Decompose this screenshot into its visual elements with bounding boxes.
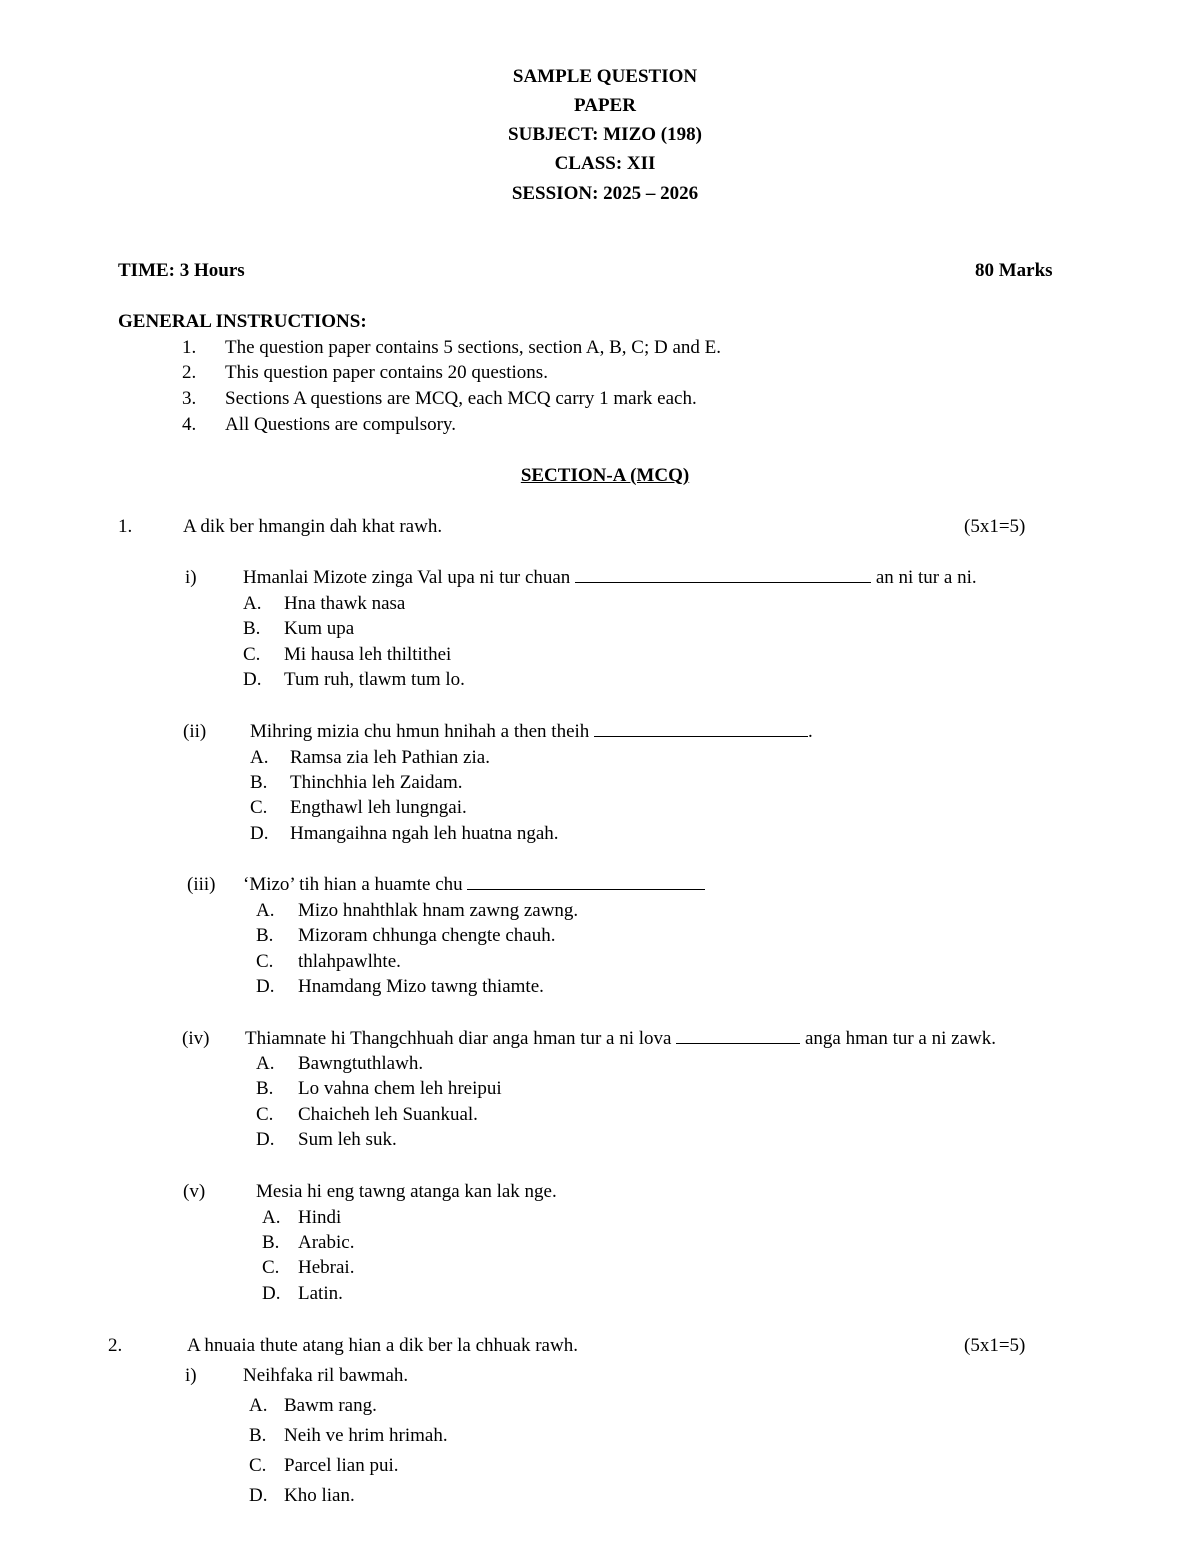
option-text: Hindi [298, 1207, 342, 1228]
question-text: A hnuaia thute atang hian a dik ber la chhuak rawh. [187, 1335, 578, 1356]
instruction-num: 1. [182, 337, 197, 358]
option-text: Arabic. [298, 1232, 355, 1253]
option-text: Ramsa zia leh Pathian zia. [290, 747, 490, 768]
option-letter: C. [256, 1104, 274, 1125]
subject-line: SUBJECT: MIZO (198) [508, 124, 702, 145]
instruction-num: 4. [182, 414, 197, 435]
question-marks: (5x1=5) [964, 1335, 1026, 1356]
paper-title-line1: SAMPLE QUESTION [512, 66, 698, 87]
option-letter: B. [243, 618, 261, 639]
option-letter: A. [256, 1053, 275, 1074]
sub-question-text [243, 568, 977, 587]
option-letter: A. [243, 593, 262, 614]
session-line: SESSION: 2025 – 2026 [511, 183, 699, 204]
answer-blank [676, 1041, 800, 1044]
sub-question-label: i) [185, 1365, 197, 1386]
option-text: Bawm rang. [284, 1395, 377, 1416]
option-text: Sum leh suk. [298, 1129, 397, 1150]
option-text: Tum ruh, tlawm tum lo. [284, 669, 465, 690]
option-text: Hmangaihna ngah leh huatna ngah. [290, 823, 559, 844]
stem-after-blank: anga hman tur a ni zawk. [804, 1028, 996, 1049]
answer-blank [467, 887, 705, 890]
instructions-heading: GENERAL INSTRUCTIONS: [118, 311, 367, 332]
option-text: Kum upa [284, 618, 355, 639]
class-line: CLASS: XII [554, 153, 656, 174]
option-letter: B. [256, 925, 274, 946]
option-letter: C. [256, 951, 274, 972]
section-a-heading: SECTION-A (MCQ) [520, 465, 690, 486]
question-marks: (5x1=5) [964, 516, 1026, 537]
total-marks: 80 Marks [975, 260, 1053, 281]
option-letter: D. [250, 823, 269, 844]
option-letter: C. [250, 797, 268, 818]
option-text: Mizoram chhunga chengte chauh. [298, 925, 556, 946]
option-text: Kho lian. [284, 1485, 355, 1506]
stem-before-blank: Mihring mizia chu hmun hnihah a then theih [250, 721, 590, 742]
option-letter: C. [243, 644, 261, 665]
option-text: Mizo hnahthlak hnam zawng zawng. [298, 900, 579, 921]
time-label: TIME: 3 Hours [118, 260, 245, 281]
option-letter: D. [249, 1485, 268, 1506]
paper-title-line2: PAPER [574, 95, 636, 116]
option-letter: D. [256, 1129, 275, 1150]
option-text: Engthawl leh lungngai. [290, 797, 467, 818]
question-text: A dik ber hmangin dah khat rawh. [183, 516, 443, 537]
option-text: Thinchhia leh Zaidam. [290, 772, 463, 793]
stem-after-blank: an ni tur a ni. [875, 567, 977, 588]
sub-question-label: (v) [183, 1181, 206, 1202]
option-letter: A. [250, 747, 269, 768]
option-text: Latin. [298, 1283, 343, 1304]
instruction-text: All Questions are compulsory. [225, 414, 456, 435]
option-letter: A. [262, 1207, 281, 1228]
sub-question-label: (ii) [183, 721, 207, 742]
option-letter: A. [256, 900, 275, 921]
instruction-text: This question paper contains 20 questions. [225, 362, 548, 383]
stem-after-blank: . [808, 721, 813, 742]
answer-blank [594, 734, 808, 737]
option-letter: D. [243, 669, 262, 690]
stem-before-blank: Hmanlai Mizote zinga Val upa ni tur chuan [243, 567, 571, 588]
stem-before-blank: ‘Mizo’ tih hian a huamte chu [243, 874, 463, 895]
question-number: 1. [118, 516, 133, 537]
sub-question-label: i) [185, 567, 197, 588]
option-text: Neih ve hrim hrimah. [284, 1425, 448, 1446]
option-letter: C. [262, 1257, 280, 1278]
sub-question-text [250, 722, 813, 741]
option-letter: B. [256, 1078, 274, 1099]
option-text: Hebrai. [298, 1257, 355, 1278]
instruction-num: 2. [182, 362, 197, 383]
option-letter: D. [262, 1283, 281, 1304]
option-letter: B. [249, 1425, 267, 1446]
sub-question-text [245, 1029, 996, 1048]
option-letter: B. [250, 772, 268, 793]
option-letter: C. [249, 1455, 267, 1476]
option-text: Hna thawk nasa [284, 593, 406, 614]
answer-blank [575, 580, 871, 583]
sub-question-text: Mesia hi eng tawng atanga kan lak nge. [256, 1181, 557, 1202]
instruction-text: Sections A questions are MCQ, each MCQ carry 1 mark each. [225, 388, 697, 409]
stem-before-blank: Thiamnate hi Thangchhuah diar anga hman tur a ni lova [245, 1028, 672, 1049]
sub-question-label: (iv) [182, 1028, 210, 1049]
option-text: Chaicheh leh Suankual. [298, 1104, 478, 1125]
sub-question-text [243, 875, 705, 894]
option-text: Hnamdang Mizo tawng thiamte. [298, 976, 544, 997]
question-number: 2. [108, 1335, 123, 1356]
option-letter: B. [262, 1232, 280, 1253]
option-letter: A. [249, 1395, 268, 1416]
sub-question-text: Neihfaka ril bawmah. [243, 1365, 409, 1386]
instruction-num: 3. [182, 388, 197, 409]
option-text: Bawngtuthlawh. [298, 1053, 424, 1074]
instruction-text: The question paper contains 5 sections, section A, B, C; D and E. [225, 337, 722, 358]
option-text: thlahpawlhte. [298, 951, 401, 972]
sub-question-label: (iii) [187, 874, 216, 895]
option-text: Mi hausa leh thiltithei [284, 644, 452, 665]
option-text: Lo vahna chem leh hreipui [298, 1078, 502, 1099]
option-letter: D. [256, 976, 275, 997]
option-text: Parcel lian pui. [284, 1455, 399, 1476]
